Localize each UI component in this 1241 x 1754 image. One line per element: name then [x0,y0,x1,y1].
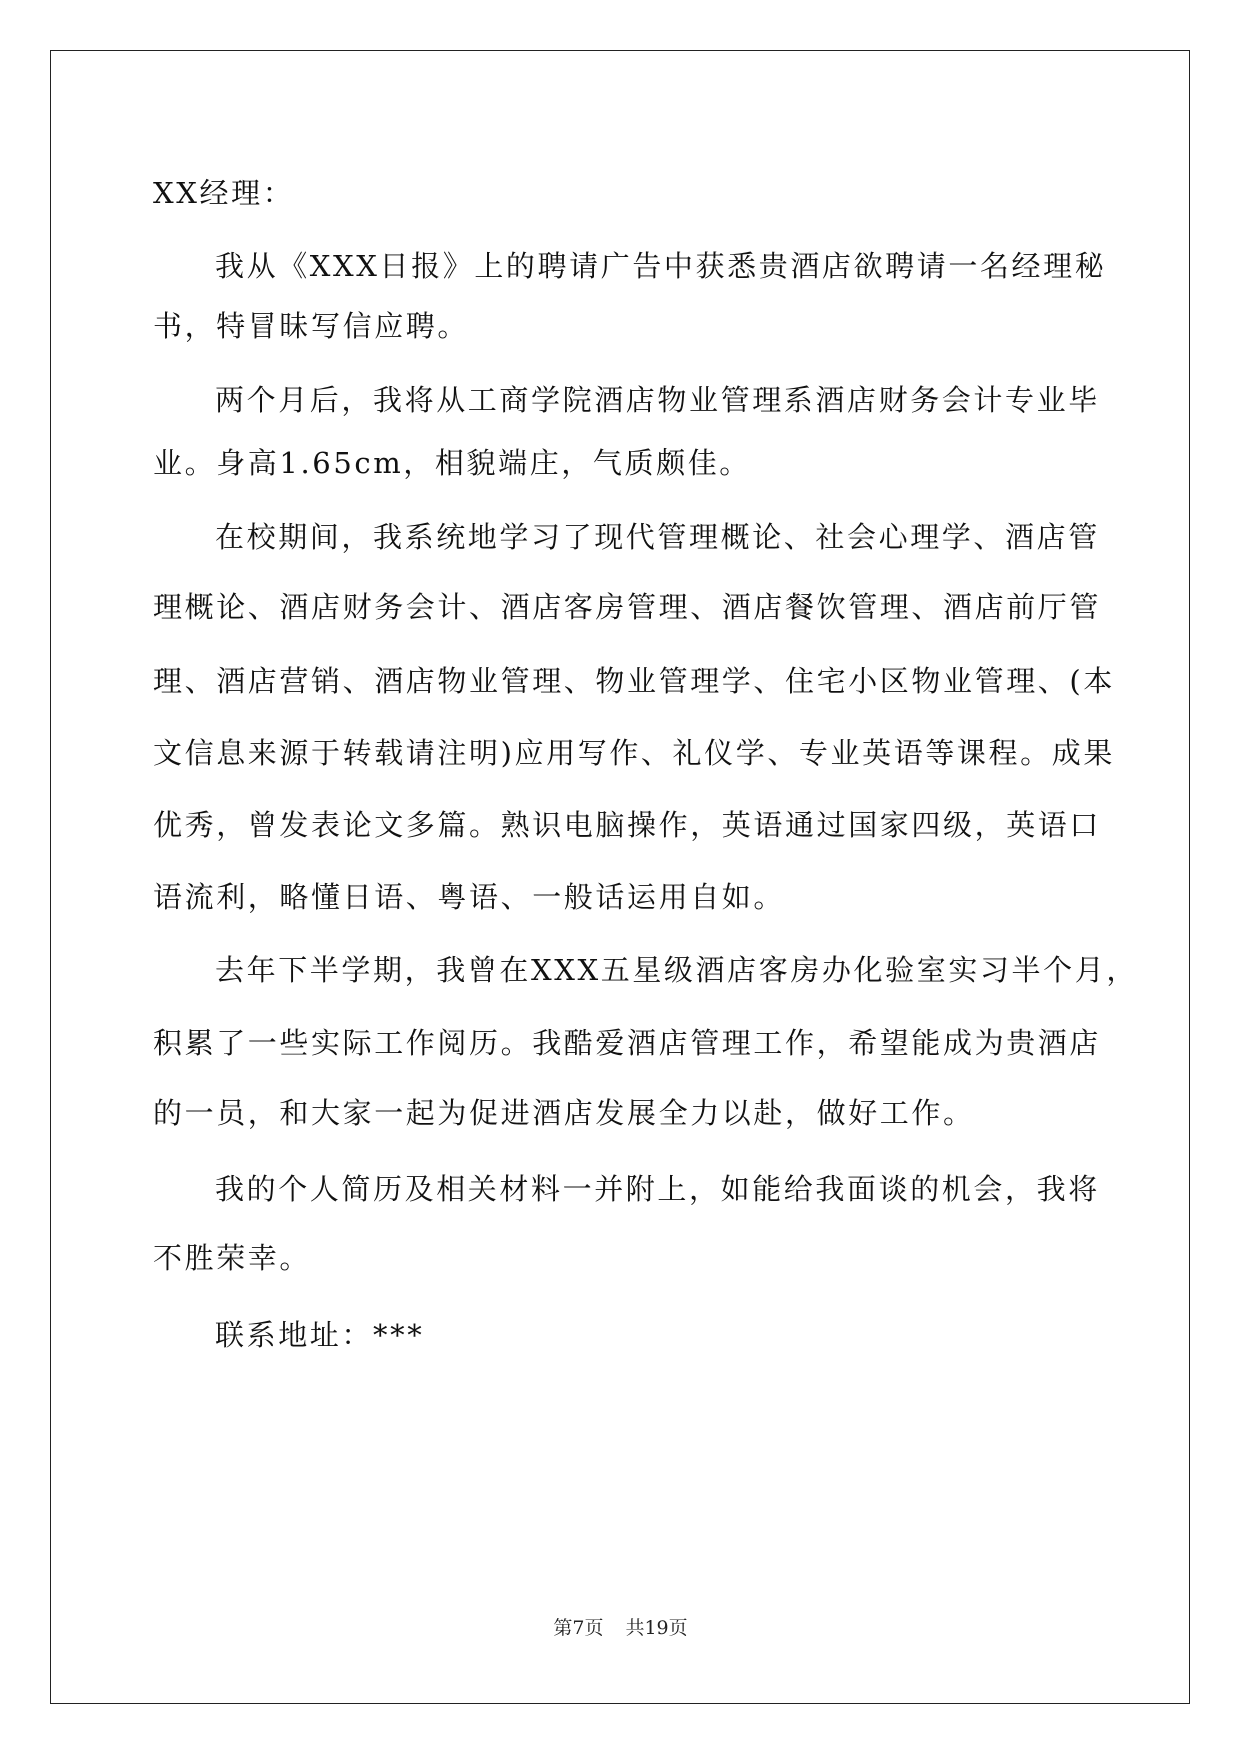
paragraph-line: 文信息来源于转载请注明)应用写作、礼仪学、专业英语等课程。成果 [153,736,1115,770]
paragraph-line: 不胜荣幸。 [153,1241,312,1275]
paragraph-line: 书，特冒昧写信应聘。 [153,309,470,343]
paragraph-line: 我从《XXX日报》上的聘请广告中获悉贵酒店欲聘请一名经理秘 [215,249,1107,283]
page-footer [0,1616,1241,1640]
paragraph-line: 理概论、酒店财务会计、酒店客房管理、酒店餐饮管理、酒店前厅管 [153,590,1102,624]
paragraph-line: 两个月后，我将从工商学院酒店物业管理系酒店财务会计专业毕 [215,383,1100,417]
paragraph-line: 语流利，略懂日语、粤语、一般话运用自如。 [153,880,786,914]
contact-address: 联系地址：*** [215,1318,425,1352]
paragraph-line: 去年下半学期，我曾在XXX五星级酒店客房办化验室实习半个月， [215,953,1138,987]
paragraph-line: 业。身高1.65cm，相貌端庄，气质颇佳。 [153,446,751,480]
page-number: 第7页 [553,1617,604,1639]
paragraph-line: 我的个人简历及相关材料一并附上，如能给我面谈的机会，我将 [215,1172,1100,1206]
paragraph-line: 的一员，和大家一起为促进酒店发展全力以赴，做好工作。 [153,1096,975,1130]
paragraph-line: 在校期间，我系统地学习了现代管理概论、社会心理学、酒店管 [215,520,1100,554]
salutation: XX经理： [153,176,295,210]
paragraph-line: 积累了一些实际工作阅历。我酷爱酒店管理工作，希望能成为贵酒店 [153,1026,1102,1060]
paragraph-line: 优秀，曾发表论文多篇。熟识电脑操作，英语通过国家四级，英语口 [153,808,1102,842]
paragraph-line: 理、酒店营销、酒店物业管理、物业管理学、住宅小区物业管理、(本 [153,664,1115,698]
page-total: 共19页 [625,1617,688,1639]
